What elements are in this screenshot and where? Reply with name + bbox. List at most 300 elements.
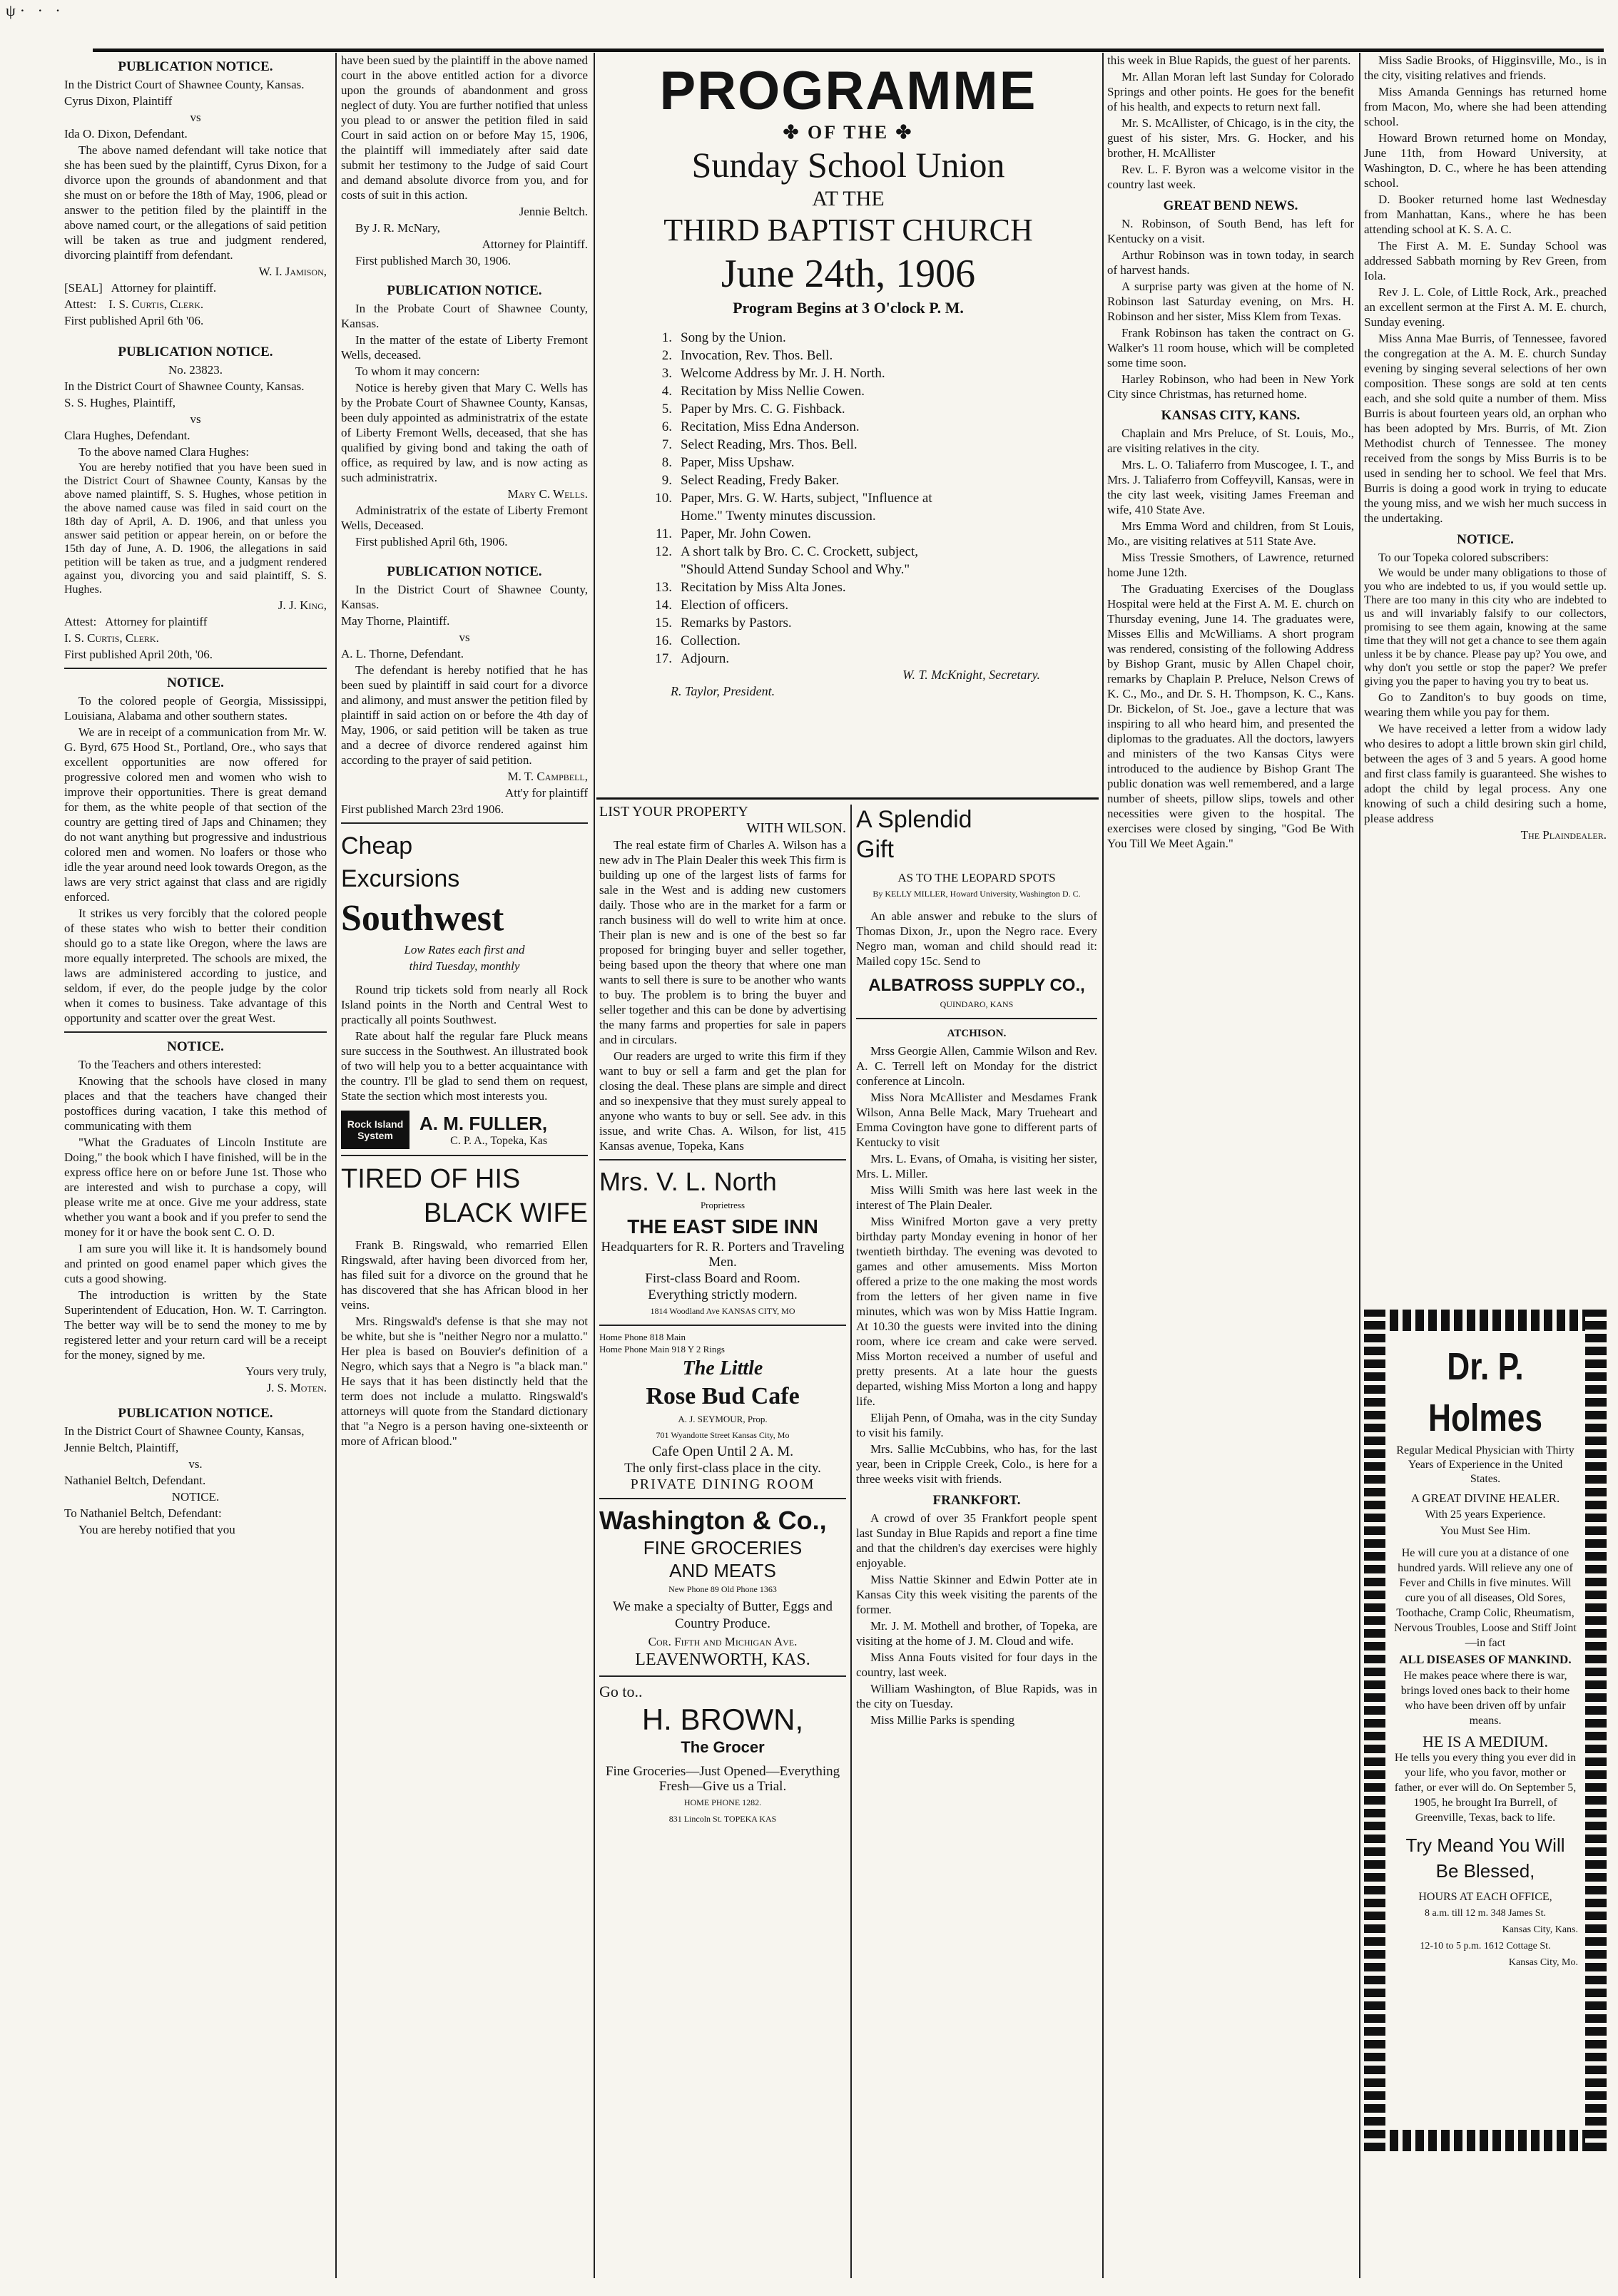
programme-item-text: Recitation by Miss Nellie Cowen. (681, 384, 865, 399)
programme-item (642, 596, 1097, 614)
ad-splendid-gift (856, 805, 1097, 1012)
notice-attest: Attest: (64, 297, 97, 311)
column-3 (599, 805, 846, 2283)
divider (341, 1155, 588, 1156)
ad-tagline: Low Rates each first and (404, 943, 525, 956)
notice-vs: vs. (188, 1457, 203, 1471)
notice-vs: vs (190, 111, 201, 124)
ad-subtitle: Proprietress (700, 1200, 746, 1210)
programme-item-number: 17. (655, 651, 672, 666)
programme-item-text: Recitation by Miss Alta Jones. (681, 580, 846, 595)
notice-clerk: I. S. Curtis, Clerk. (108, 297, 204, 311)
programme-item (642, 650, 1097, 668)
notice-teachers (64, 1039, 327, 1395)
section-title: KANSAS CITY, KANS. (1161, 408, 1301, 423)
section-great-bend (1107, 198, 1354, 402)
news-item: Harley Robinson, who had been in New York City since Christmas, has returned home. (1107, 372, 1354, 401)
divider (599, 1498, 846, 1499)
article-headline: BLACK WIFE (423, 1198, 588, 1228)
programme-item (642, 382, 1097, 400)
ad-body: We make a specialty of Butter, Eggs and Country Produce. (613, 1599, 833, 1631)
news-item: Mr. S. McAllister, of Chicago, is in the city, the guest of his sister, Mrs. G. Hocker, and his brother, H. McAllister (1107, 116, 1354, 160)
notice-title: NOTICE. (1457, 532, 1514, 547)
programme-item-text: Recitation, Miss Edna Anderson. (681, 419, 860, 434)
ad-headline: Excursions (341, 865, 460, 892)
programme-item-text: Adjourn. (681, 651, 730, 666)
notice-signature: W. I. Jamison, (258, 265, 327, 278)
news-item: Chaplain and Mrs Preluce, of St. Louis, Mo., are visiting relatives in the city. (1107, 427, 1354, 455)
notice-court: In the Probate Court of Shawnee County, Kansas. (341, 302, 588, 330)
ad-headline: THE EAST SIDE INN (627, 1215, 818, 1238)
programme-item (642, 364, 1097, 382)
notice-body: The above named defendant will take notice that she has been sued by the plaintiff, Cyrus Dixon, for a divorce upon the grounds of abandonment and that she must on or before the 18th of May, 1906, plead or answer to the petition filed by the plaintiff in the above named court, or the allegations of said petition will be taken as true and judgment rendered, divorcing plaintiff from defendant. (64, 143, 327, 262)
programme-item-number: 4. (661, 384, 672, 399)
notice-court: In the District Court of Shawnee County, Kansas. (64, 379, 305, 393)
programme-item (642, 471, 1097, 489)
ad-body: He makes peace where there is war, brings loved ones back to their home who have been driven off by unfair means. (1400, 1670, 1570, 1727)
news-item: Miss Tressie Smothers, of Lawrence, returned home June 12th. (1107, 551, 1354, 579)
notice-defendant: Nathaniel Beltch, Defendant. (64, 1474, 206, 1487)
ad-subtitle: The Grocer (681, 1738, 765, 1756)
column-rule (335, 53, 337, 2278)
section-blue-rapids (1107, 53, 1354, 192)
programme-title: PROGRAMME (659, 61, 1037, 121)
programme-item-text: Paper, Mrs. G. W. Harts, subject, "Influence at (681, 491, 932, 506)
column-rule (594, 53, 595, 2278)
notice-plaintiff: Jennie Beltch, Plaintiff, (64, 1441, 179, 1454)
programme-item (642, 418, 1097, 436)
news-item: Elijah Penn, of Omaha, was in the city Sunday to visit his family. (856, 1411, 1097, 1439)
notice-plaintiff: May Thorne, Plaintiff. (341, 614, 450, 628)
notice-court: In the District Court of Shawnee County, Kansas. (64, 78, 305, 91)
programme-item (642, 543, 1097, 578)
section-local-items (1364, 53, 1607, 526)
ad-body: Round trip tickets sold from nearly all Rock Island points in the North and Central West to practically all points Southwest. (341, 983, 588, 1026)
notice-plaintiff: Cyrus Dixon, Plaintiff (64, 94, 173, 108)
news-item: Miss Amanda Gennings has returned home from Macon, Mo, where she had been attending school. (1364, 85, 1607, 128)
programme-date: June 24th, 1906 (721, 252, 976, 296)
news-item: Miss Anna Fouts visited for four days in the country, last week. (856, 1650, 1097, 1679)
ad-line: Regular Medical Physician with Thirty Years of Experience in the United States. (1396, 1444, 1574, 1485)
top-rule (93, 49, 1604, 52)
ad-name: H. BROWN, (641, 1703, 804, 1736)
programme-item (642, 614, 1097, 632)
programme-item-text: Remarks by Pastors. (681, 616, 792, 631)
ad-line: With 25 years Experience. (1425, 1509, 1546, 1521)
ad-goto: Go to.. (599, 1683, 643, 1700)
programme-item-number: 11. (655, 526, 672, 541)
news-item: this week in Blue Rapids, the guest of her parents. (1107, 53, 1351, 67)
notice-vs: vs (459, 631, 470, 644)
programme-item-text: Paper by Mrs. C. G. Fishback. (681, 402, 845, 417)
programme-item-number: 7. (661, 437, 672, 452)
programme-president: R. Taylor, President. (671, 684, 775, 698)
ad-headline: Gift (856, 836, 894, 863)
notice-body: The defendant is hereby notified that he has been sued by plaintiff in said court for a divorce and alimony, and must answer the petition filed by plaintiff in said action on or before the 4th day of May, 1906, or said petition will be taken as true and a decree of divorce rendered against him according to the prayer of said petition. (341, 663, 588, 767)
ad-washington-co (599, 1505, 846, 1670)
news-item: Mrs Emma Word and children, from St Louis, Mo., are visiting relatives at 511 State Ave. (1107, 519, 1354, 548)
notice-role: Attorney for plaintiff. (111, 281, 217, 295)
notice-role: Administratrix of the estate of Liberty Fremont Wells, Deceased. (341, 504, 588, 532)
notice-title: PUBLICATION NOTICE. (118, 59, 273, 74)
notice-subtitle: NOTICE. (171, 1490, 220, 1504)
programme-bottom-rule (596, 797, 1099, 800)
ad-hours: 12-10 to 5 p.m. 1612 Cottage St. (1420, 1941, 1551, 1951)
publication-notice-thorne (341, 563, 588, 817)
ad-footer (341, 1111, 588, 1149)
ad-body: He will cure you at a distance of one hundred yards. Will relieve any one of Fever and Chills in five minutes. Will cure you of all diseases, Old Sores, Toothache, Cramp Colic, Rheumatism, Nervous Troubles, Loose and Stiff Joint—in fact (1394, 1547, 1577, 1649)
notice-title: NOTICE. (167, 675, 224, 690)
notice-published: First published March 30, 1906. (355, 254, 512, 267)
notice-title: PUBLICATION NOTICE. (118, 345, 273, 359)
notice-to: To Nathaniel Beltch, Defendant: (64, 1506, 222, 1520)
programme-at-the: AT THE (812, 187, 885, 210)
notice-defendant: A. L. Thorne, Defendant. (341, 647, 464, 660)
ad-address: 1814 Woodland Ave KANSAS CITY, MO (650, 1306, 795, 1316)
section-title: GREAT BEND NEWS. (1163, 198, 1298, 213)
news-item: Howard Brown returned home on Monday, June 11th, from Howard University, at Washington, D. C., where he has been attending school. (1364, 131, 1607, 190)
ad-subtitle: FINE GROCERIES (643, 1537, 803, 1558)
divider (64, 1031, 327, 1033)
news-item: Go to Zanditon's to buy goods on time, wearing them while you pay for them. (1364, 690, 1607, 719)
ad-line: Headquarters for R. R. Porters and Traveling Men. (601, 1240, 845, 1270)
ad-body: He tells you every thing you ever did in your life, who you favor, mother or father, or ever will do. On September 5, 1905, he brought Ira Burrell, of Greenville, Texas, back to life. (1394, 1752, 1577, 1824)
news-item: A crowd of over 35 Frankfort people spent last Sunday in Blue Rapids and report a fine time and that the children's day exercises were highly enjoyable. (856, 1511, 1097, 1570)
programme-item-continuation: Home." Twenty minutes discussion. (681, 509, 876, 524)
ad-address: 701 Wyandotte Street Kansas City, Mo (656, 1430, 790, 1440)
news-item: Miss Winifred Morton gave a very pretty birthday party Monday evening in honor of her twentieth birthday. The evening was devoted to games and other amusements. Miss Morton offered a prize to the one making the most words from the letters of her given name in five minutes, which was won by Miss Hattie Ingram. At 10.30 the guests were invited into the dining room, where ice cream and cake were served. Miss Morton received a number of useful and pretty presents. At a late hour the guests departed, wishing Miss Morton a long and happy life. (856, 1215, 1097, 1408)
news-item: Mrs. Sallie McCubbins, who has, for the last year, been in Cripple Creek, Colo., is here for a three weeks visit with friends. (856, 1442, 1097, 1486)
programme-item-text: Invocation, Rev. Thos. Bell. (681, 348, 833, 363)
programme-item (642, 400, 1097, 418)
ad-byline: By KELLY MILLER, Howard University, Washington D. C. (872, 889, 1081, 899)
ad-line: ALL DISEASES OF MANKIND. (1399, 1653, 1572, 1666)
notice-defendant: Ida O. Dixon, Defendant. (64, 127, 188, 141)
ad-dr-holmes (1364, 1310, 1607, 2151)
programme-item (642, 347, 1097, 364)
news-item: Miss Nora McAllister and Mesdames Frank Wilson, Anna Belle Mack, Mary Trueheart and Emma Covington have gone to different parts of Kentucky to visit (856, 1091, 1097, 1149)
ad-headline: Cheap (341, 832, 413, 859)
programme-item-text: Paper, Mr. John Cowen. (681, 526, 811, 541)
notice-defendant: Clara Hughes, Defendant. (64, 429, 190, 442)
ad-tagline: third Tuesday, monthly (409, 959, 520, 973)
news-item: William Washington, of Blue Rapids, was in the city on Tuesday. (856, 1682, 1097, 1710)
ad-name: Rose Bud Cafe (646, 1383, 800, 1409)
notice-published: First published April 6th, 1906. (355, 535, 508, 549)
divider (599, 1675, 846, 1677)
news-item: Mr. Allan Moran left last Sunday for Colorado Springs and other points. He goes for the benefit of his health, and expects to return next fall. (1107, 70, 1354, 113)
ad-line: PRIVATE DINING ROOM (630, 1476, 815, 1492)
ad-subtitle: AND MEATS (669, 1560, 776, 1581)
ad-line: First-class Board and Room. (645, 1271, 800, 1286)
programme-item-text: Song by the Union. (681, 330, 786, 345)
notice-to: To our Topeka colored subscribers: (1378, 551, 1550, 564)
notice-paragraph: We are in receipt of a communication from Mr. W. G. Byrd, 675 Hood St., Portland, Ore., who says that excellent opportunities are now offered for progressive colored men and women who wish to improve their opportunities. There is great demand for them, as the white people of that section of the country are getting tired of Japs and Chinamen; they do not want anything but progressive and industrious colored men and women. No loafers or those who idle the year around need look towards Oregon, as the laws are very strict against that class and are rigidly enforced. (64, 725, 327, 904)
divider (599, 1159, 846, 1160)
column-2 (341, 53, 588, 2283)
news-item: The Graduating Exercises of the Douglass Hospital were held at the First A. M. E. church on Thursday evening, June 14. The graduates were, Misses Ellis and McWilliams. A short program was rendered, consisting of the following Address by Bishop Grant, music by Allen Chapel choir, remarks by Chaplain P. Preluce, Nelson Crews of K. C., Mo., and Dr. S. H. Thompson, K. C., Kans. Dr. Bickelon, of St. Joe., gave a lecture that was inspiring to all who heard him, and presented the diplomas to the graduates. All the doctors, lawyers and ministers of the two Kansas Citys were introduced to the audience by Bishop Grant The public donation was well remembered, and a large number of sheets, pillow slips, towels and other necessities were given to the hospital. The exercises were closed by singing, "God Be With You Till We Meet Again." (1107, 582, 1354, 850)
notice-body: have been sued by the plaintiff in the above named court in the above entitled action for a divorce upon the grounds of abandonment and gross neglect of duty. You are further notified that unless you plead to or answer the petition filed in said Court in said action on or before May 15, 1906, the plaintiff will immediately after said date submit her testimony to the Judge of said Court and demand absolute divorce from you, and for costs of suit in this action. (341, 53, 588, 202)
notice-published: First published April 6th '06. (64, 314, 204, 327)
section-title: ATCHISON. (947, 1028, 1007, 1039)
ad-slogan: Be Blessed, (1435, 1860, 1535, 1882)
programme-item (642, 578, 1097, 596)
programme-block (599, 53, 1097, 795)
ad-subtitle: The Little (682, 1357, 763, 1379)
column-5 (1107, 53, 1354, 2283)
article-tired-of-his-black-wife (341, 1162, 588, 1449)
notice-to: To whom it may concern: (355, 364, 480, 378)
ad-agent-title: C. P. A., Topeka, Kas (450, 1134, 548, 1147)
news-item: Rev. L. F. Byron was a welcome visitor in the country last week. (1107, 163, 1354, 191)
news-item: Arthur Robinson was in town today, in search of harvest hands. (1107, 248, 1354, 277)
column-rule (1102, 53, 1104, 2278)
ad-body: Fine Groceries—Just Opened—Everything Fresh—Give us a Trial. (605, 1764, 840, 1794)
notice-paragraph: Knowing that the schools have closed in many places and that the teachers have changed their postoffices during vacation, I take this method of communicating with them (64, 1074, 327, 1133)
article-headline: TIRED OF HIS (341, 1164, 521, 1194)
news-item: Rev J. L. Cole, of Little Rock, Ark., preached an excellent sermon at the First A. M. E. church, Sunday evening. (1364, 285, 1607, 329)
article-paragraph: Mrs. Ringswald's defense is that she may not be white, but she is "neither Negro nor a mulatto." Her plea is based on Bouvier's definition of a Negro, which says that a Negro is "a black man." He says that it has been distinctly held that the term does not include a mulatto. Ringswald's attorneys will quote from the Standard dictionary that "a Negro is a person having one-sixteenth or more of African blood." (341, 1315, 588, 1448)
ad-body: An able answer and rebuke to the slurs of Thomas Dixon, Jr., upon the Negro race. Every Negro man, woman and child should read it: Mailed copy 15c. Send to (856, 909, 1097, 968)
ad-owner: A. J. SEYMOUR, Prop. (678, 1414, 768, 1424)
ad-h-brown-grocer (599, 1683, 846, 1827)
notice-body: We would be under many obligations to those of you who are indebted to us, if you would settle up. There are too many in this city who are indebted to us and will invariably falsify to our collectors, promising to see them again, knowing at the same time that they will not get a chance to see them again unless it be by chance. Please pay up? You owe, and why don't you settle or stop the paper? We prefer giving you the paper to having you try to beat us. (1364, 567, 1607, 688)
article-wilson (599, 805, 846, 1153)
notice-to: To the above named Clara Hughes: (78, 445, 250, 459)
notice-signature: The Plaindealer. (1520, 828, 1607, 842)
ad-line: HE IS A MEDIUM. (1422, 1733, 1548, 1750)
programme-item (642, 454, 1097, 471)
ad-line: A GREAT DIVINE HEALER. (1410, 1491, 1560, 1505)
ad-line: Cafe Open Until 2 A. M. (651, 1444, 794, 1459)
programme-item-number: 12. (655, 544, 672, 559)
article-headline: LIST YOUR PROPERTY (599, 805, 748, 820)
notice-subscribers (1364, 531, 1607, 842)
ad-slogan: Try Meand You Will (1405, 1835, 1565, 1856)
ad-hours-title: HOURS AT EACH OFFICE, (1418, 1891, 1552, 1903)
article-paragraph: Our readers are urged to write this firm if they want to buy or sell a farm and get the plan for closing the deal. These plans are simple and direct and so inexpensive that they must surely appeal to anyone who wants to buy or sell. See adv. in this issue, and write Chas. A. Wilson, for list, 415 Kansas avenue, Topeka, Kans (599, 1049, 846, 1153)
ad-phone: HOME PHONE 1282. (683, 1797, 762, 1807)
notice-closing: Yours very truly, (245, 1364, 327, 1378)
programme-item-text: Collection. (681, 633, 741, 648)
notice-title: NOTICE. (167, 1039, 224, 1054)
programme-item-number: 2. (661, 348, 672, 363)
decorative-border-left (1364, 1310, 1385, 2151)
ad-cheap-excursions (341, 830, 588, 1149)
programme-item-text: Select Reading, Mrs. Thos. Bell. (681, 437, 858, 452)
notice-signature: M. T. Campbell, (507, 770, 588, 783)
notice-signature: J. J. King, (278, 598, 327, 612)
notice-title: PUBLICATION NOTICE. (118, 1406, 273, 1421)
column-1 (64, 53, 327, 2283)
ad-subtitle: AS TO THE LEOPARD SPOTS (897, 871, 1056, 884)
decorative-border-right (1585, 1310, 1607, 2151)
column-6 (1364, 53, 1607, 1294)
programme-item-number: 8. (661, 455, 672, 470)
notice-matter: In the matter of the estate of Liberty Fremont Wells, deceased. (341, 333, 588, 362)
notice-paragraph: "What the Graduates of Lincoln Institute are Doing," the book which I have finished, will be in the express office here on or before June 1st. Those who are interested and wish to purchase a copy, will please write me at once. Give me your address, state whether you want a book and if you prefer to send the money for it or have the book sent C. O. D. (64, 1136, 327, 1239)
programme-item (642, 632, 1097, 650)
ad-line: You Must See Him. (1440, 1525, 1531, 1537)
programme-item-number: 1. (661, 330, 672, 345)
ad-phone: Home Phone 818 Main (599, 1332, 686, 1342)
programme-item-number: 9. (661, 473, 672, 488)
notice-signature: Jennie Beltch. (519, 205, 588, 218)
divider (856, 1018, 1097, 1019)
notice-court: In the District Court of Shawnee County, Kansas, (64, 1424, 305, 1438)
programme-item (642, 525, 1097, 543)
publication-notice-beltch (64, 1405, 327, 1537)
publication-notice-beltch-continued (341, 53, 588, 268)
ad-address: Cor. Fifth and Michigan Ave. (648, 1635, 798, 1648)
ad-city: QUINDARO, KANS (940, 999, 1014, 1009)
notice-title: PUBLICATION NOTICE. (387, 564, 542, 579)
notice-role: Attorney for plaintiff (105, 615, 208, 628)
notice-signature: Mary C. Wells. (507, 487, 588, 501)
publication-notice-dixon (64, 58, 327, 328)
ad-line: Everything strictly modern. (648, 1287, 798, 1302)
programme-item (642, 436, 1097, 454)
notice-by: By J. R. McNary, (355, 221, 440, 235)
notice-attest: Attest: (64, 615, 97, 628)
article-paragraph: Frank B. Ringswald, who remarried Ellen Ringswald, after having been divorced from her, has filed suit for a divorce on the ground that he has discovered that she has African blood in her veins. (341, 1238, 588, 1312)
programme-item-number: 16. (655, 633, 672, 648)
ad-address: 831 Lincoln St. TOPEKA KAS (668, 1814, 777, 1824)
divider (599, 1325, 846, 1326)
ad-phone: New Phone 89 Old Phone 1363 (668, 1584, 777, 1594)
programme-item-number: 6. (661, 419, 672, 434)
programme-begins: Program Begins at 3 O'clock P. M. (733, 299, 964, 317)
page-corner-marks: ψ· · · (6, 1, 65, 19)
notice-vs: vs (190, 412, 201, 426)
publication-notice-hughes (64, 344, 327, 662)
news-item: Miss Anna Mae Burris, of Tennessee, favored the congregation at the A. M. E. church Sunday evening by singing several selections of her own composition. These songs are sold at ten cents each, and she sold quite a number of them. Miss Burris is about fourteen years old, an orphan who has been adopted by Mrs. Burris, of Mt. Zion Methodist church of Tennessee. The money received from the songs by Miss Burris is to be used in sending her to school. We feel that Mrs. Burris is doing a good work in trying to educate the young miss, and we wish her much success in the undertaking. (1364, 332, 1607, 525)
article-paragraph: The real estate firm of Charles A. Wilson has a new adv in The Plain Dealer this week This firm is building up one of the largest lists of farms for sale in the West and is adding new customers daily. Those who are in the market for a farm or ranch business will do well to write him at once. Their plan is new and is one of the best so far proposed for bringing buyer and seller together, being based upon the theory that where one man wants to sell there is sure to be another who wants to buy. The problem is to bring the buyer and seller together and this can be done by advertising the many farms and properties for sale in papers and in circulars. (599, 838, 846, 1046)
ad-hours: 8 a.m. till 12 m. 348 James St. (1425, 1908, 1546, 1919)
programme-item-text: Paper, Miss Upshaw. (681, 455, 795, 470)
notice-clerk: I. S. Curtis, Clerk. (64, 631, 159, 645)
notice-body: You are hereby notified that you (78, 1523, 235, 1536)
news-item: Mrs. L. O. Taliaferro from Muscogee, I. T., and Mrs. J. Taliaferro from Coffeyvill, Kansas, were in the city last week, visiting James Freeman and wife, 410 State Ave. (1107, 458, 1354, 516)
notice-body: You are hereby notified that you have been sued in the District Court of Shawnee County, Kansas by the above named plaintiff, S. S. Hughes, whose petition in the above named cause was filed in said court on the 18th day of April, A. D. 1906, and that unless you answer said petition or appear herein, on or before the 15th day of June, A. D. 1906, the allegations in said petition will be taken as true, and a judgment rendered against you, divorcing you and said plaintiff, S. S. Hughes. (64, 461, 327, 596)
news-item: Mr. J. M. Mothell and brother, of Topeka, are visiting at the home of J. M. Cloud and wife. (856, 1619, 1097, 1648)
programme-item (642, 489, 1097, 525)
logo-line: System (357, 1130, 393, 1141)
publication-notice-wells (341, 282, 588, 549)
programme-item-number: 5. (661, 402, 672, 417)
notice-plaintiff: S. S. Hughes, Plaintiff, (64, 396, 176, 409)
programme-item-number: 10. (655, 491, 672, 506)
article-headline: WITH WILSON. (746, 820, 846, 836)
programme-item-text: Election of officers. (681, 598, 789, 613)
programme-item-continuation: "Should Attend Sunday School and Why." (681, 562, 910, 577)
ad-east-side-inn (599, 1166, 846, 1319)
decorative-border-bottom (1364, 2130, 1607, 2151)
section-atchison (856, 1025, 1097, 1486)
notice-title: PUBLICATION NOTICE. (387, 283, 542, 298)
programme-item-number: 3. (661, 366, 672, 381)
notice-to: To the Teachers and others interested: (78, 1058, 262, 1071)
news-item: Miss Willi Smith was here last week in the interest of The Plain Dealer. (856, 1183, 1097, 1212)
programme-item-text: A short talk by Bro. C. C. Crockett, subject, (681, 544, 919, 559)
ad-headline: A Splendid (856, 806, 972, 833)
ad-hours: Kansas City, Mo. (1508, 1957, 1578, 1968)
programme-secretary: W. T. McKnight, Secretary. (902, 668, 1040, 682)
ad-city: LEAVENWORTH, KAS. (635, 1650, 810, 1669)
logo-line: Rock Island (347, 1118, 404, 1130)
notice-paragraph: To the colored people of Georgia, Mississippi, Louisiana, Alabama and other southern states. (64, 694, 327, 723)
ad-line: The only first-class place in the city. (624, 1461, 821, 1476)
programme-item-number: 13. (655, 580, 672, 595)
news-item: Frank Robinson has taken the contract on G. Walker's 11 room house, which will be completed some time soon. (1107, 326, 1354, 369)
divider (64, 668, 327, 669)
programme-item-number: 15. (655, 616, 672, 631)
news-item: Miss Millie Parks is spending (870, 1713, 1015, 1727)
notice-published: First published March 23rd 1906. (341, 802, 504, 816)
ad-agent: A. M. FULLER, (419, 1112, 548, 1134)
news-item: We have received a letter from a widow lady who desires to adopt a little brown skin girl child, between the ages of 3 and 5 years. A good home and first class family is guaranteed. She wishes to adopt the child by legal process. Any one knowing of such a child desiring such a home, please address (1364, 722, 1607, 825)
notice-body: Notice is hereby given that Mary C. Wells has by the Probate Court of Shawnee County, Kansas, been duly appointed as administratrix of the estate of Liberty Fremont Wells, deceased, that she has qualified by giving bond and taking the oath of office, as required by law, and is now acting as such administratrix. (341, 381, 588, 484)
news-item: Miss Nattie Skinner and Edwin Potter ate in Kansas City this week visiting the parents of the former. (856, 1573, 1097, 1616)
notice-role: Att'y for plaintiff (504, 786, 588, 800)
programme-of-the: ✤ OF THE ✤ (783, 122, 914, 143)
news-item: Mrs. L. Evans, of Omaha, is visiting her sister, Mrs. L. Miller. (856, 1152, 1097, 1180)
ad-body: Rate about half the regular fare Pluck means sure success in the Southwest. An illustrated book of two will help you to a better acquaintance with the country. I'll be glad to send them on request, State the section which most interests you. (341, 1029, 588, 1103)
news-item: N. Robinson, of South Bend, has left for Kentucky on a visit. (1107, 217, 1354, 245)
notice-signature: J. S. Moten. (266, 1381, 327, 1394)
programme-item (642, 329, 1097, 347)
news-item: D. Booker returned home last Wednesday from Manhattan, Kans., where he has been attending school at K. S. A. C. (1364, 193, 1607, 236)
notice-paragraph: It strikes us very forcibly that the colored people of these states who wish to better their condition should go to a state like Oregon, where the laws are more equally interpreted. The schools are mixed, the laws are administered according to justice, and seldom, if ever, do the people judge by the color when it comes to business. Take advantage of this opportunity and scatter over the great West. (64, 907, 327, 1025)
programme-item-text: Select Reading, Fredy Baker. (681, 473, 840, 488)
news-item: The First A. M. E. Sunday School was addressed Sabbath morning by Rev Green, from Iola. (1364, 239, 1607, 282)
ad-headline: Southwest (341, 898, 504, 939)
news-item: A surprise party was given at the home of N. Robinson last Saturday evening, on Mrs. H. Robinson and her sister, Miss Klem from Texas. (1107, 280, 1354, 323)
decorative-border-top (1364, 1310, 1607, 1331)
notice-court: In the District Court of Shawnee County, Kansas. (341, 583, 588, 611)
ad-name: Mrs. V. L. North (599, 1167, 777, 1196)
programme-list (642, 329, 1097, 668)
notice-published: First published April 20th, '06. (64, 648, 213, 661)
ad-phone: Home Phone Main 918 Y 2 Rings (599, 1344, 725, 1354)
notice-paragraph: The introduction is written by the State Superintendent of Education, Hon. W. T. Carrington. The better way will be to send the money to me by registered letter and your return card will be a receipt for the money, signed by me. (64, 1288, 327, 1362)
divider (341, 822, 588, 824)
programme-church: THIRD BAPTIST CHURCH (663, 213, 1033, 248)
notice-role: Attorney for Plaintiff. (482, 238, 588, 251)
ad-rose-bud-cafe (599, 1332, 846, 1492)
programme-item-number: 14. (655, 598, 672, 613)
rock-island-logo (341, 1111, 409, 1149)
notice-oregon (64, 675, 327, 1026)
column-4 (856, 805, 1097, 2283)
section-title: FRANKFORT. (932, 1493, 1021, 1508)
section-kansas-city (1107, 407, 1354, 851)
news-item: Miss Sadie Brooks, of Higginsville, Mo., is in the city, visiting relatives and friends. (1364, 53, 1607, 82)
column-rule (850, 805, 852, 2278)
news-item: Mrss Georgie Allen, Cammie Wilson and Rev. A. C. Terrell left on Monday for the district conference at Lincoln. (856, 1044, 1097, 1088)
ad-name: Dr. P. Holmes (1428, 1345, 1542, 1439)
ad-company: ALBATROSS SUPPLY CO., (868, 976, 1085, 995)
section-frankfort (856, 1492, 1097, 1728)
notice-number: No. 23823. (168, 363, 223, 377)
programme-item-text: Welcome Address by Mr. J. H. North. (681, 366, 885, 381)
notice-seal: [SEAL] (64, 281, 103, 295)
notice-paragraph: I am sure you will like it. It is handsomely bound and printed on good enamel paper which gives the cuts a good showing. (64, 1242, 327, 1285)
ad-name: Washington & Co., (599, 1506, 827, 1535)
programme-organization: Sunday School Union (691, 145, 1005, 185)
column-rule (1359, 53, 1360, 2278)
ad-hours: Kansas City, Kans. (1502, 1924, 1578, 1935)
